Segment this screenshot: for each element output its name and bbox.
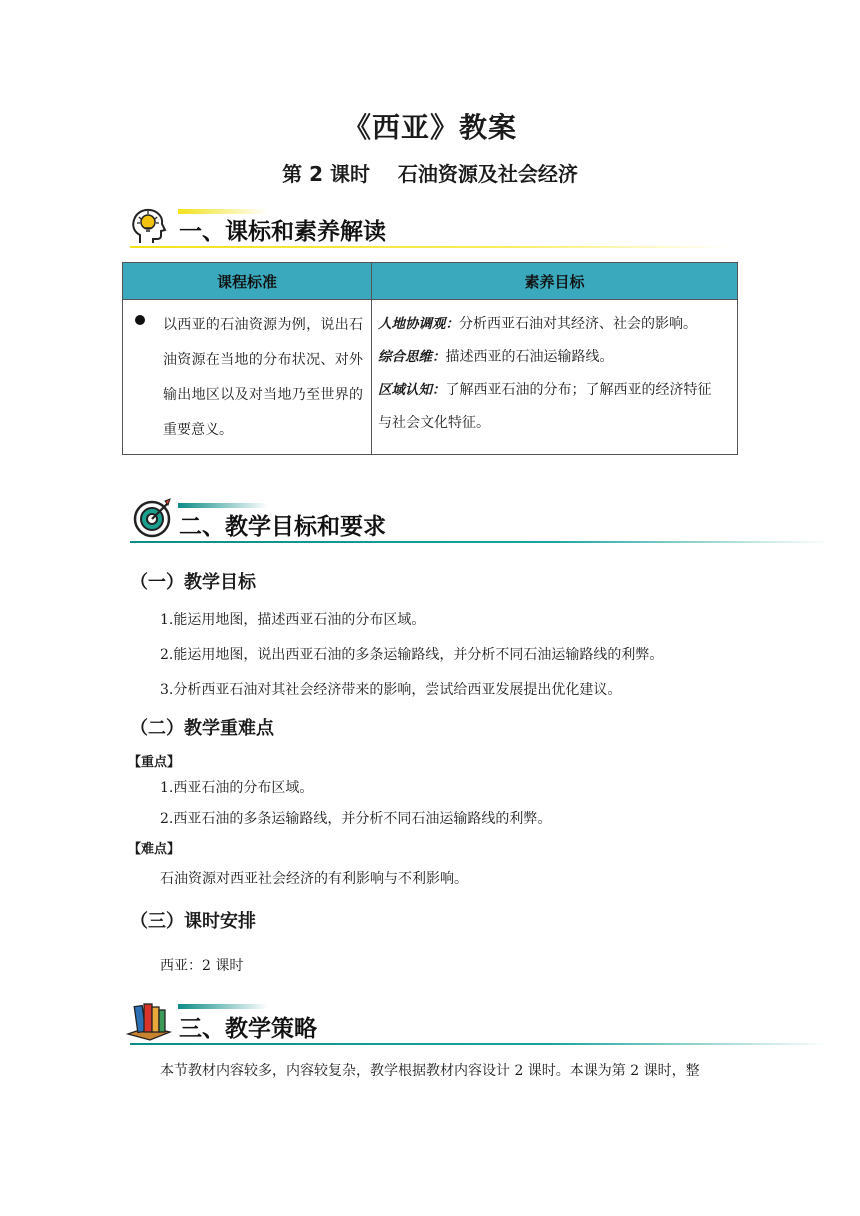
standard-text: 以西亚的石油资源为例，说出石油资源在当地的分布状况、对外输出地区以及对当地乃至世界的重要意义。 [163,317,363,438]
key-label: 【重点】 [128,755,181,770]
difficult-text: 石油资源对西亚社会经济的有利影响与不利影响。 [160,871,468,887]
standard-cell [123,300,372,455]
strategy-text: 本节教材内容较多，内容较复杂，教学根据教材内容设计 2 课时。本课为第 2 课时，整 [160,1063,700,1079]
table-header-goals: 素养目标 [372,263,738,300]
table-header-standard: 课程标准 [123,263,372,300]
goal-item: 区域认知：了解西亚石油的分布；了解西亚的经济特征 [378,382,712,398]
goal-item: 与社会文化特征。 [378,415,490,431]
lightbulb-head-icon [128,205,170,247]
objective-item: 1.能运用地图，描述西亚石油的分布区域。 [160,612,426,628]
section1-divider [130,246,730,248]
schedule-text: 西亚：2 课时 [160,958,244,974]
subheading-objectives: （一）教学目标 [130,572,256,593]
section3-divider [130,1043,830,1045]
key-item: 1.西亚石油的分布区域。 [160,780,314,796]
subheading-keypoints: （二）教学重难点 [130,718,274,739]
bullet-icon [135,315,145,325]
document-subtitle: 第 2 课时 石油资源及社会经济 [282,162,578,186]
objective-item: 3.分析西亚石油对其社会经济带来的影响，尝试给西亚发展提出优化建议。 [160,682,622,698]
books-icon [124,998,174,1042]
goal-item: 人地协调观：分析西亚石油对其经济、社会的影响。 [378,316,697,332]
document-title: 《西亚》教案 [342,111,517,144]
section3-accent-tab [178,1004,268,1009]
section2-divider [130,541,830,543]
section1-title: 一、课标和素养解读 [179,219,386,245]
target-icon [132,497,176,541]
objective-item: 2.能运用地图，说出西亚石油的多条运输路线，并分析不同石油运输路线的利弊。 [160,647,664,663]
difficult-label: 【难点】 [128,842,181,857]
section3-title: 三、教学策略 [179,1016,317,1042]
goal-item: 综合思维：描述西亚的石油运输路线。 [378,349,614,365]
standards-table [122,262,738,455]
goals-cell [372,300,738,455]
key-item: 2.西亚石油的多条运输路线，并分析不同石油运输路线的利弊。 [160,811,552,827]
subheading-schedule: （三）课时安排 [130,911,256,932]
section2-title: 二、教学目标和要求 [179,514,386,540]
